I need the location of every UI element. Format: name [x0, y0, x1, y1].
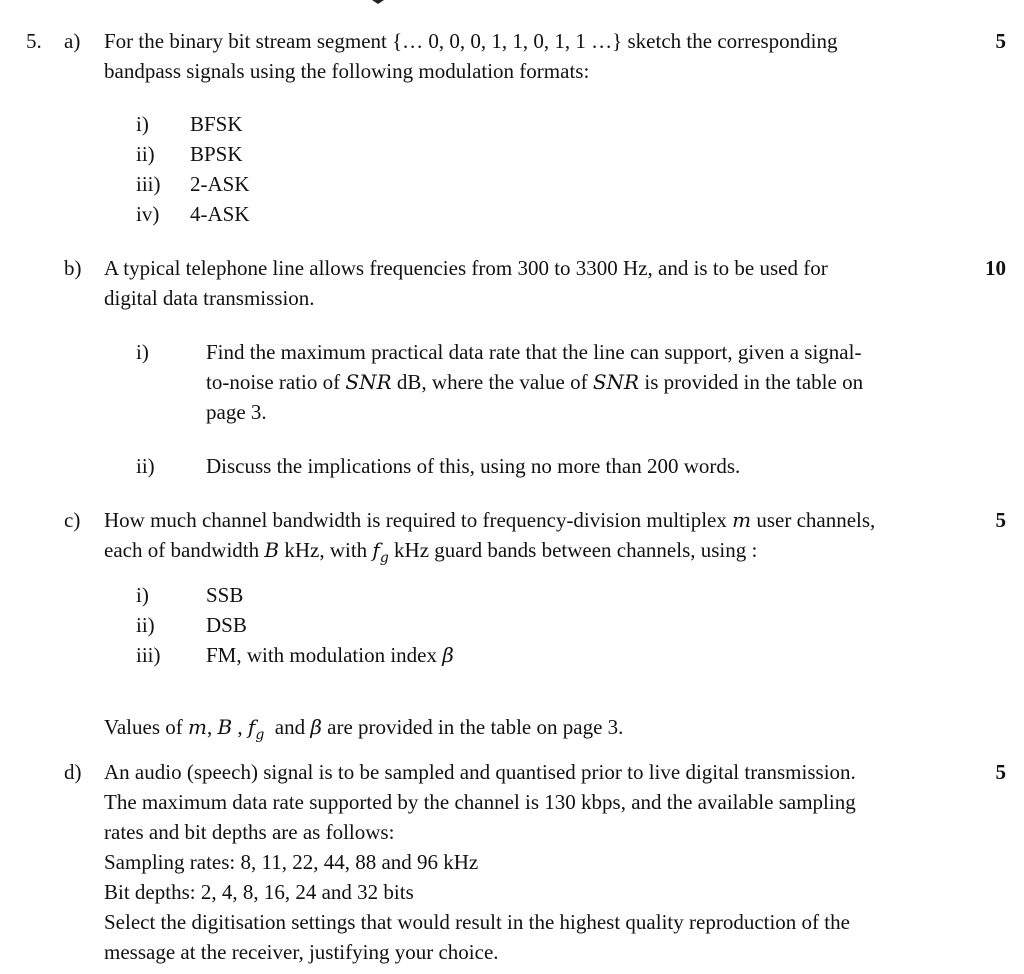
- part-d-label: d): [64, 760, 82, 784]
- part-c-item-num: ii): [136, 613, 155, 637]
- part-c-marks: 5: [995, 508, 1006, 532]
- part-b-marks: 10: [985, 256, 1006, 280]
- part-d-text-line: Sampling rates: 8, 11, 22, 44, 88 and 96 kHz: [104, 850, 479, 874]
- part-a-marks: 5: [995, 29, 1006, 53]
- part-c-item-num: i): [136, 583, 149, 607]
- part-c-label: c): [64, 508, 81, 532]
- part-b-item-line: to-noise ratio of SNR dB, where the value of SNR is provided in the table on: [206, 370, 864, 394]
- part-c-values-note: Values of m, B , $f_g$ and β are provided in the table on page 3.: [104, 715, 624, 743]
- part-c-text-line2: each of bandwidth B kHz, with $f_g$ kHz guard bands between channels, using :: [104, 538, 758, 566]
- fg-variable: f: [372, 538, 380, 562]
- part-b-text-line1: A typical telephone line allows frequencies from 300 to 3300 Hz, and is to be used for: [104, 256, 828, 280]
- b-variable: B: [264, 538, 280, 562]
- part-c-item-text: DSB: [206, 613, 247, 637]
- part-c-item-text: FM, with modulation index β: [206, 643, 454, 667]
- part-a-item-text: 2-ASK: [190, 172, 250, 196]
- m-variable: m: [732, 508, 752, 532]
- part-a-text-line2: bandpass signals using the following modulation formats:: [104, 59, 590, 83]
- part-c-item-num: iii): [136, 643, 161, 667]
- part-a-text-line1: For the binary bit stream segment {… 0, 0, 0, 1, 1, 0, 1, 1 …} sketch the corresponding: [104, 29, 838, 53]
- part-a-item-num: iii): [136, 172, 161, 196]
- part-d-text-line: An audio (speech) signal is to be sampled and quantised prior to live digital transmission.: [104, 760, 856, 784]
- part-c-item-text: SSB: [206, 583, 244, 607]
- part-d-text-line: message at the receiver, justifying your choice.: [104, 940, 499, 964]
- part-a-item-num: i): [136, 112, 149, 136]
- part-b-item-num: i): [136, 340, 149, 364]
- part-b-item-num: ii): [136, 454, 155, 478]
- part-a-item-text: BFSK: [190, 112, 243, 136]
- part-b-item-line: page 3.: [206, 400, 267, 424]
- snr-variable: SNR: [345, 370, 392, 394]
- part-c-text-line1: How much channel bandwidth is required to frequency-division multiplex m user channels,: [104, 508, 876, 532]
- part-b-text-line2: digital data transmission.: [104, 286, 315, 310]
- part-d-marks: 5: [995, 760, 1006, 784]
- question-number: 5.: [26, 29, 42, 53]
- snr-variable: SNR: [592, 370, 640, 394]
- part-a-item-num: iv): [136, 202, 160, 226]
- part-b-label: b): [64, 256, 82, 280]
- cropped-header-glyphs: [360, 0, 680, 6]
- part-d-text-line: The maximum data rate supported by the channel is 130 kbps, and the available sampling: [104, 790, 856, 814]
- beta-variable: β: [442, 643, 454, 667]
- part-d-text-line: Bit depths: 2, 4, 8, 16, 24 and 32 bits: [104, 880, 414, 904]
- part-a-item-num: ii): [136, 142, 155, 166]
- part-b-item-line: Find the maximum practical data rate that the line can support, given a signal-: [206, 340, 862, 364]
- part-a-item-text: 4-ASK: [190, 202, 250, 226]
- part-a-label: a): [64, 29, 81, 53]
- part-a-item-text: BPSK: [190, 142, 243, 166]
- part-b-item-line: Discuss the implications of this, using no more than 200 words.: [206, 454, 741, 478]
- part-d-text-line: Select the digitisation settings that would result in the highest quality reproduction of the: [104, 910, 850, 934]
- part-d-text-line: rates and bit depths are as follows:: [104, 820, 395, 844]
